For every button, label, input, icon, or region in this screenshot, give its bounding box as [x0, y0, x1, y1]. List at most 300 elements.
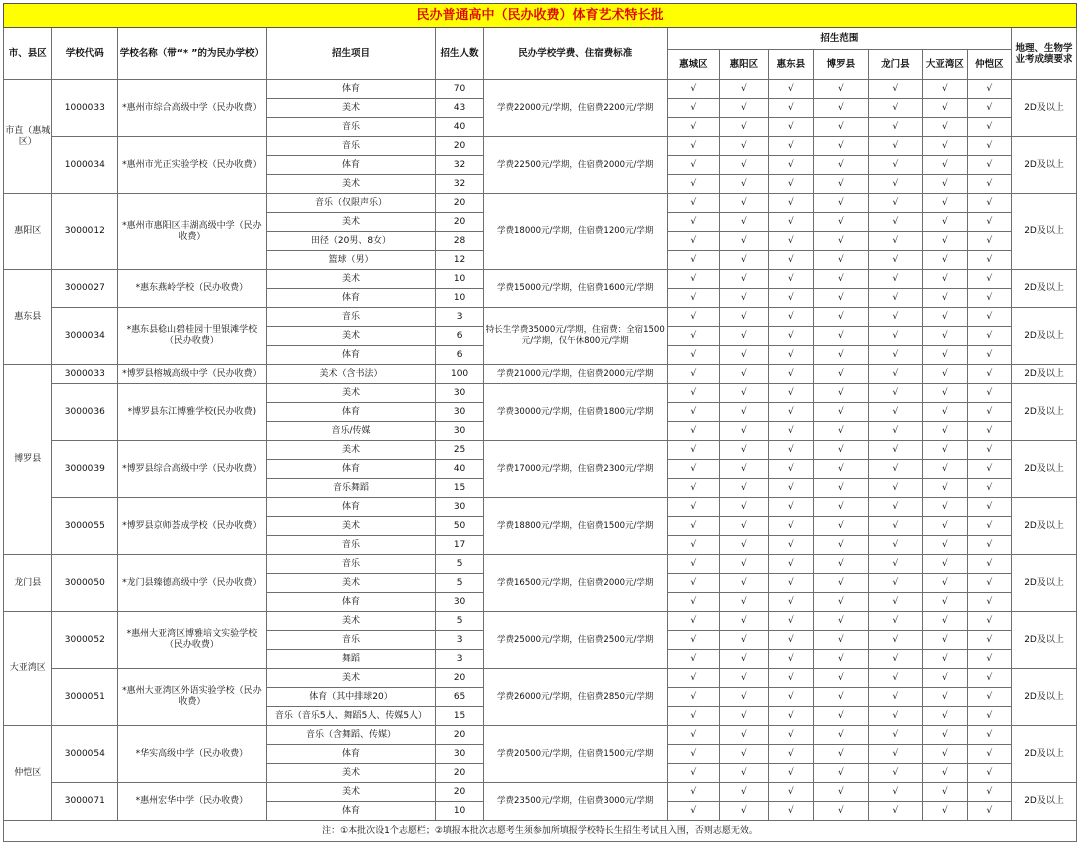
project-cell: 体育: [266, 498, 436, 517]
count-cell: 5: [436, 612, 483, 631]
header-requirement: 地理、生物学业考成绩要求: [1012, 28, 1077, 80]
count-cell: 32: [436, 175, 483, 194]
count-cell: 20: [436, 194, 483, 213]
area-check-cell: √: [967, 498, 1011, 517]
count-cell: 10: [436, 802, 483, 821]
requirement-cell: 2D及以上: [1012, 555, 1077, 612]
area-check-cell: √: [868, 175, 923, 194]
fee-cell: 学费15000元/学期，住宿费1600元/学期: [483, 270, 667, 308]
area-check-cell: √: [967, 118, 1011, 137]
admission-table: [3, 3, 1077, 842]
county-cell: 仲恺区: [4, 726, 52, 821]
area-check-cell: √: [814, 517, 869, 536]
project-cell: 音乐: [266, 536, 436, 555]
county-cell: 市直（惠城区）: [4, 80, 52, 194]
table-row: [4, 669, 1077, 688]
table-row: [4, 498, 1077, 517]
area-check-cell: √: [768, 213, 813, 232]
project-cell: 美术（含书法）: [266, 365, 436, 384]
area-check-cell: √: [923, 118, 967, 137]
area-check-cell: √: [667, 650, 720, 669]
footnote: 注：①本批次设1个志愿栏；②填报本批次志愿考生须参加所填报学校特长生招生考试且入围，否则志愿无效。: [4, 821, 1077, 842]
area-check-cell: √: [814, 688, 869, 707]
area-check-cell: √: [967, 517, 1011, 536]
project-cell: 美术: [266, 441, 436, 460]
project-cell: 美术: [266, 384, 436, 403]
school-code-cell: 1000033: [52, 80, 118, 137]
area-check-cell: √: [923, 156, 967, 175]
area-check-cell: √: [768, 555, 813, 574]
area-check-cell: √: [868, 726, 923, 745]
area-check-cell: √: [967, 650, 1011, 669]
project-cell: 美术: [266, 612, 436, 631]
area-check-cell: √: [814, 498, 869, 517]
area-check-cell: √: [967, 403, 1011, 422]
area-check-cell: √: [967, 612, 1011, 631]
area-check-cell: √: [967, 441, 1011, 460]
area-check-cell: √: [868, 802, 923, 821]
area-check-cell: √: [868, 365, 923, 384]
area-check-cell: √: [967, 232, 1011, 251]
area-check-cell: √: [720, 99, 768, 118]
count-cell: 15: [436, 479, 483, 498]
area-check-cell: √: [967, 574, 1011, 593]
area-check-cell: √: [967, 726, 1011, 745]
count-cell: 30: [436, 422, 483, 441]
area-check-cell: √: [768, 574, 813, 593]
area-check-cell: √: [923, 213, 967, 232]
area-check-cell: √: [720, 289, 768, 308]
area-check-cell: √: [967, 194, 1011, 213]
area-check-cell: √: [814, 555, 869, 574]
area-check-cell: √: [967, 289, 1011, 308]
count-cell: 20: [436, 213, 483, 232]
school-code-cell: 3000071: [52, 783, 118, 821]
area-check-cell: √: [868, 745, 923, 764]
area-check-cell: √: [720, 726, 768, 745]
school-code-cell: 3000055: [52, 498, 118, 555]
fee-cell: 学费18800元/学期，住宿费1500元/学期: [483, 498, 667, 555]
area-check-cell: √: [720, 270, 768, 289]
area-check-cell: √: [667, 517, 720, 536]
area-check-cell: √: [967, 422, 1011, 441]
area-check-cell: √: [720, 764, 768, 783]
area-check-cell: √: [667, 156, 720, 175]
area-check-cell: √: [814, 365, 869, 384]
area-check-cell: √: [720, 80, 768, 99]
area-check-cell: √: [667, 80, 720, 99]
area-check-cell: √: [814, 384, 869, 403]
area-check-cell: √: [667, 422, 720, 441]
school-code-cell: 3000036: [52, 384, 118, 441]
area-check-cell: √: [720, 384, 768, 403]
area-check-cell: √: [923, 631, 967, 650]
school-name-cell: *惠东燕岭学校（民办收费）: [118, 270, 266, 308]
area-check-cell: √: [768, 707, 813, 726]
count-cell: 12: [436, 251, 483, 270]
area-check-cell: √: [667, 707, 720, 726]
area-check-cell: √: [720, 574, 768, 593]
area-check-cell: √: [768, 80, 813, 99]
area-check-cell: √: [967, 80, 1011, 99]
count-cell: 10: [436, 289, 483, 308]
area-check-cell: √: [768, 631, 813, 650]
area-check-cell: √: [667, 498, 720, 517]
area-check-cell: √: [814, 631, 869, 650]
project-cell: 音乐舞蹈: [266, 479, 436, 498]
area-check-cell: √: [967, 669, 1011, 688]
area-check-cell: √: [768, 327, 813, 346]
school-code-cell: 3000051: [52, 669, 118, 726]
project-cell: 体育: [266, 403, 436, 422]
project-cell: 美术: [266, 270, 436, 289]
area-check-cell: √: [667, 726, 720, 745]
school-name-cell: *博罗县综合高级中学（民办收费）: [118, 441, 266, 498]
header-area: 惠东县: [768, 50, 813, 80]
project-cell: 音乐: [266, 308, 436, 327]
fee-cell: 学费26000元/学期，住宿费2850元/学期: [483, 669, 667, 726]
area-check-cell: √: [868, 669, 923, 688]
area-check-cell: √: [814, 289, 869, 308]
area-check-cell: √: [923, 441, 967, 460]
project-cell: 音乐: [266, 118, 436, 137]
area-check-cell: √: [967, 156, 1011, 175]
header-county: 市、县区: [4, 28, 52, 80]
area-check-cell: √: [868, 441, 923, 460]
header-code: 学校代码: [52, 28, 118, 80]
table-row: [4, 783, 1077, 802]
area-check-cell: √: [814, 460, 869, 479]
area-check-cell: √: [768, 270, 813, 289]
area-check-cell: √: [720, 251, 768, 270]
table-row: [4, 308, 1077, 327]
area-check-cell: √: [967, 346, 1011, 365]
header-area: 惠阳区: [720, 50, 768, 80]
school-name-cell: *龙门县臻德高级中学（民办收费）: [118, 555, 266, 612]
count-cell: 100: [436, 365, 483, 384]
fee-cell: 学费23500元/学期，住宿费3000元/学期: [483, 783, 667, 821]
area-check-cell: √: [814, 783, 869, 802]
fee-cell: 学费18000元/学期，住宿费1200元/学期: [483, 194, 667, 270]
area-check-cell: √: [814, 156, 869, 175]
area-check-cell: √: [967, 251, 1011, 270]
area-check-cell: √: [720, 365, 768, 384]
area-check-cell: √: [923, 232, 967, 251]
requirement-cell: 2D及以上: [1012, 726, 1077, 783]
count-cell: 10: [436, 270, 483, 289]
count-cell: 20: [436, 726, 483, 745]
requirement-cell: 2D及以上: [1012, 669, 1077, 726]
project-cell: 美术: [266, 517, 436, 536]
project-cell: 体育: [266, 460, 436, 479]
area-check-cell: √: [814, 479, 869, 498]
area-check-cell: √: [720, 745, 768, 764]
area-check-cell: √: [768, 802, 813, 821]
area-check-cell: √: [768, 118, 813, 137]
admission-table-container: [3, 3, 1077, 842]
project-cell: 音乐: [266, 555, 436, 574]
project-cell: 体育: [266, 802, 436, 821]
area-check-cell: √: [868, 384, 923, 403]
area-check-cell: √: [814, 346, 869, 365]
area-check-cell: √: [814, 213, 869, 232]
school-code-cell: 3000039: [52, 441, 118, 498]
fee-cell: 学费21000元/学期，住宿费2000元/学期: [483, 365, 667, 384]
table-row: [4, 270, 1077, 289]
area-check-cell: √: [923, 289, 967, 308]
area-check-cell: √: [868, 137, 923, 156]
area-check-cell: √: [967, 384, 1011, 403]
count-cell: 70: [436, 80, 483, 99]
fee-cell: 特长生学费35000元/学期，住宿费：全宿1500元/学期，仅午休800元/学期: [483, 308, 667, 365]
project-cell: 体育: [266, 80, 436, 99]
area-check-cell: √: [868, 479, 923, 498]
project-cell: 音乐（音乐5人、舞蹈5人、传媒5人）: [266, 707, 436, 726]
area-check-cell: √: [667, 308, 720, 327]
area-check-cell: √: [868, 346, 923, 365]
area-check-cell: √: [720, 555, 768, 574]
area-check-cell: √: [667, 745, 720, 764]
area-check-cell: √: [967, 365, 1011, 384]
area-check-cell: √: [814, 745, 869, 764]
area-check-cell: √: [768, 593, 813, 612]
count-cell: 30: [436, 403, 483, 422]
fee-cell: 学费25000元/学期，住宿费2500元/学期: [483, 612, 667, 669]
area-check-cell: √: [814, 80, 869, 99]
area-check-cell: √: [768, 441, 813, 460]
area-check-cell: √: [967, 745, 1011, 764]
fee-cell: 学费17000元/学期，住宿费2300元/学期: [483, 441, 667, 498]
area-check-cell: √: [923, 327, 967, 346]
area-check-cell: √: [967, 593, 1011, 612]
area-check-cell: √: [967, 802, 1011, 821]
area-check-cell: √: [814, 669, 869, 688]
school-name-cell: *华实高级中学（民办收费）: [118, 726, 266, 783]
area-check-cell: √: [814, 232, 869, 251]
area-check-cell: √: [720, 802, 768, 821]
header-area: 惠城区: [667, 50, 720, 80]
area-check-cell: √: [720, 327, 768, 346]
area-check-cell: √: [868, 403, 923, 422]
area-check-cell: √: [923, 555, 967, 574]
count-cell: 25: [436, 441, 483, 460]
area-check-cell: √: [768, 688, 813, 707]
count-cell: 3: [436, 631, 483, 650]
area-check-cell: √: [923, 802, 967, 821]
area-check-cell: √: [923, 251, 967, 270]
school-code-cell: 3000054: [52, 726, 118, 783]
area-check-cell: √: [768, 232, 813, 251]
count-cell: 30: [436, 593, 483, 612]
area-check-cell: √: [768, 650, 813, 669]
area-check-cell: √: [868, 289, 923, 308]
area-check-cell: √: [868, 612, 923, 631]
area-check-cell: √: [868, 574, 923, 593]
area-check-cell: √: [923, 783, 967, 802]
count-cell: 50: [436, 517, 483, 536]
header-range: 招生范围: [667, 28, 1011, 50]
requirement-cell: 2D及以上: [1012, 783, 1077, 821]
county-cell: 博罗县: [4, 365, 52, 555]
area-check-cell: √: [868, 251, 923, 270]
area-check-cell: √: [868, 99, 923, 118]
area-check-cell: √: [720, 308, 768, 327]
count-cell: 20: [436, 764, 483, 783]
area-check-cell: √: [814, 707, 869, 726]
area-check-cell: √: [720, 517, 768, 536]
area-check-cell: √: [923, 137, 967, 156]
area-check-cell: √: [868, 517, 923, 536]
area-check-cell: √: [720, 669, 768, 688]
area-check-cell: √: [923, 688, 967, 707]
area-check-cell: √: [768, 536, 813, 555]
area-check-cell: √: [667, 574, 720, 593]
area-check-cell: √: [967, 270, 1011, 289]
area-check-cell: √: [768, 251, 813, 270]
header-project: 招生项目: [266, 28, 436, 80]
requirement-cell: 2D及以上: [1012, 270, 1077, 308]
area-check-cell: √: [814, 650, 869, 669]
area-check-cell: √: [720, 118, 768, 137]
project-cell: 美术: [266, 213, 436, 232]
requirement-cell: 2D及以上: [1012, 137, 1077, 194]
count-cell: 5: [436, 555, 483, 574]
area-check-cell: √: [967, 327, 1011, 346]
area-check-cell: √: [967, 99, 1011, 118]
area-check-cell: √: [667, 99, 720, 118]
area-check-cell: √: [923, 498, 967, 517]
project-cell: 体育: [266, 593, 436, 612]
school-code-cell: 3000052: [52, 612, 118, 669]
area-check-cell: √: [720, 403, 768, 422]
area-check-cell: √: [967, 536, 1011, 555]
area-check-cell: √: [720, 346, 768, 365]
area-check-cell: √: [967, 213, 1011, 232]
count-cell: 30: [436, 498, 483, 517]
area-check-cell: √: [967, 688, 1011, 707]
area-check-cell: √: [667, 669, 720, 688]
area-check-cell: √: [814, 327, 869, 346]
area-check-cell: √: [923, 479, 967, 498]
area-check-cell: √: [768, 308, 813, 327]
area-check-cell: √: [768, 99, 813, 118]
requirement-cell: 2D及以上: [1012, 384, 1077, 441]
area-check-cell: √: [768, 764, 813, 783]
project-cell: 音乐（仅限声乐）: [266, 194, 436, 213]
area-check-cell: √: [814, 194, 869, 213]
area-check-cell: √: [667, 175, 720, 194]
table-row: [4, 555, 1077, 574]
fee-cell: 学费22500元/学期，住宿费2000元/学期: [483, 137, 667, 194]
area-check-cell: √: [868, 688, 923, 707]
table-row: [4, 384, 1077, 403]
count-cell: 30: [436, 384, 483, 403]
area-check-cell: √: [868, 118, 923, 137]
project-cell: 美术: [266, 783, 436, 802]
area-check-cell: √: [768, 175, 813, 194]
area-check-cell: √: [923, 574, 967, 593]
area-check-cell: √: [768, 289, 813, 308]
requirement-cell: 2D及以上: [1012, 80, 1077, 137]
header-fee: 民办学校学费、住宿费标准: [483, 28, 667, 80]
count-cell: 20: [436, 783, 483, 802]
school-code-cell: 3000034: [52, 308, 118, 365]
area-check-cell: √: [923, 650, 967, 669]
area-check-cell: √: [667, 118, 720, 137]
area-check-cell: √: [868, 650, 923, 669]
project-cell: 美术: [266, 327, 436, 346]
fee-cell: 学费16500元/学期，住宿费2000元/学期: [483, 555, 667, 612]
area-check-cell: √: [923, 80, 967, 99]
area-check-cell: √: [923, 726, 967, 745]
area-check-cell: √: [667, 384, 720, 403]
requirement-cell: 2D及以上: [1012, 612, 1077, 669]
area-check-cell: √: [868, 460, 923, 479]
area-check-cell: √: [768, 403, 813, 422]
fee-cell: 学费22000元/学期，住宿费2200元/学期: [483, 80, 667, 137]
area-check-cell: √: [923, 365, 967, 384]
area-check-cell: √: [923, 384, 967, 403]
area-check-cell: √: [923, 308, 967, 327]
school-name-cell: *惠州市惠阳区丰湖高级中学（民办收费）: [118, 194, 266, 270]
area-check-cell: √: [967, 308, 1011, 327]
requirement-cell: 2D及以上: [1012, 441, 1077, 498]
header-area: 博罗县: [814, 50, 869, 80]
area-check-cell: √: [768, 460, 813, 479]
project-cell: 田径（20男、8女）: [266, 232, 436, 251]
area-check-cell: √: [720, 232, 768, 251]
area-check-cell: √: [868, 422, 923, 441]
area-check-cell: √: [967, 555, 1011, 574]
area-check-cell: √: [768, 384, 813, 403]
table-title: 民办普通高中（民办收费）体育艺术特长批: [4, 4, 1077, 28]
county-cell: 大亚湾区: [4, 612, 52, 726]
area-check-cell: √: [868, 707, 923, 726]
area-check-cell: √: [814, 802, 869, 821]
area-check-cell: √: [720, 175, 768, 194]
fee-cell: 学费20500元/学期，住宿费1500元/学期: [483, 726, 667, 783]
project-cell: 美术: [266, 175, 436, 194]
area-check-cell: √: [667, 764, 720, 783]
area-check-cell: √: [667, 213, 720, 232]
area-check-cell: √: [720, 137, 768, 156]
count-cell: 40: [436, 118, 483, 137]
count-cell: 15: [436, 707, 483, 726]
table-row: [4, 80, 1077, 99]
area-check-cell: √: [814, 270, 869, 289]
area-check-cell: √: [720, 441, 768, 460]
area-check-cell: √: [768, 783, 813, 802]
header-count: 招生人数: [436, 28, 483, 80]
area-check-cell: √: [923, 764, 967, 783]
area-check-cell: √: [768, 137, 813, 156]
area-check-cell: √: [923, 346, 967, 365]
project-cell: 音乐: [266, 631, 436, 650]
project-cell: 美术: [266, 574, 436, 593]
area-check-cell: √: [720, 422, 768, 441]
area-check-cell: √: [923, 194, 967, 213]
area-check-cell: √: [814, 308, 869, 327]
project-cell: 体育: [266, 156, 436, 175]
area-check-cell: √: [923, 612, 967, 631]
area-check-cell: √: [667, 536, 720, 555]
area-check-cell: √: [667, 593, 720, 612]
area-check-cell: √: [667, 346, 720, 365]
area-check-cell: √: [868, 156, 923, 175]
header-school-name: 学校名称（带“* ”的为民办学校）: [118, 28, 266, 80]
fee-cell: 学费30000元/学期，住宿费1800元/学期: [483, 384, 667, 441]
project-cell: 篮球（男）: [266, 251, 436, 270]
